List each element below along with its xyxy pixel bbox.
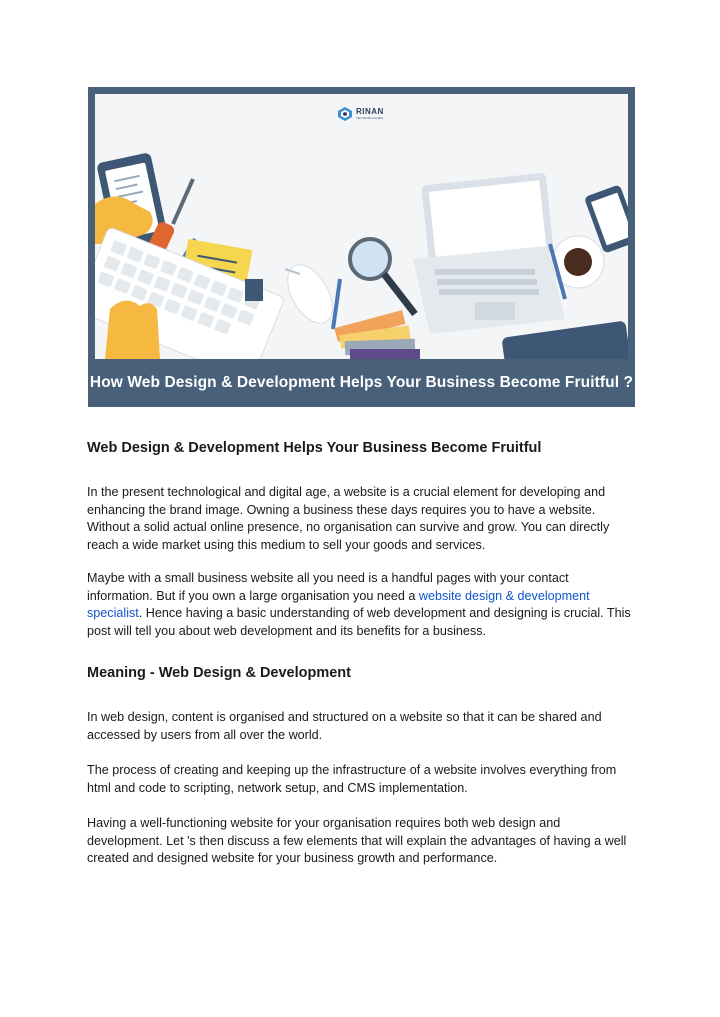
logo-tagline: TECHNOLOGIES xyxy=(356,116,384,120)
paragraph-text-before-link: Maybe with a small business website all you need is a handful pages with your contact information. But if you own a large organisation you need a xyxy=(87,571,569,603)
sd-card-icon xyxy=(245,279,263,301)
paragraph-text-after-link: . Hence having a basic understanding of web development and designing is crucial. This post will tell you about web development and its benefits for a business. xyxy=(87,606,631,638)
color-swatches-icon xyxy=(334,310,420,359)
article-title: Web Design & Development Helps Your Business Become Fruitful xyxy=(87,440,542,456)
paragraph-web-design: In web design, content is organised and structured on a website so that it can be shared and accessed by users from all over the world. xyxy=(87,710,602,742)
hero-illustration xyxy=(95,94,628,359)
paragraph-intro: In the present technological and digital age, a website is a crucial element for developing and enhancing the brand image. Owning a business these days requires you to have a website. Without a solid actual online presence, no organisation can survive and grow. You can directly reach a wide market using this medium to sell your goods and services. xyxy=(87,485,610,552)
paragraph-process: The process of creating and keeping up the infrastructure of a website involves everything from html and code to scripting, network setup, and CMS implementation. xyxy=(87,763,617,795)
hero-banner-text: How Web Design & Development Helps Your Business Become Fruitful ? xyxy=(89,374,634,391)
logo-name: RINAN xyxy=(356,107,384,116)
mouse-icon xyxy=(278,257,341,330)
section-heading-meaning: Meaning - Web Design & Development xyxy=(87,665,351,681)
tablet-bottom-icon xyxy=(501,321,628,359)
paragraph-conclusion: Having a well-functioning website for your organisation requires both web design and development. Let 's then discuss a few elements that will explain the advantages of having a well created and designed website for your business growth and performance. xyxy=(87,816,627,866)
laptop-icon xyxy=(413,173,565,334)
workspace-illustration xyxy=(95,94,628,359)
magnifying-glass-icon xyxy=(350,239,415,314)
paragraph-business-size xyxy=(87,570,635,640)
logo-icon xyxy=(338,107,352,121)
company-logo xyxy=(338,107,384,121)
hero-image xyxy=(88,87,635,407)
specialist-link[interactable]: website design & development specialist xyxy=(87,588,590,621)
